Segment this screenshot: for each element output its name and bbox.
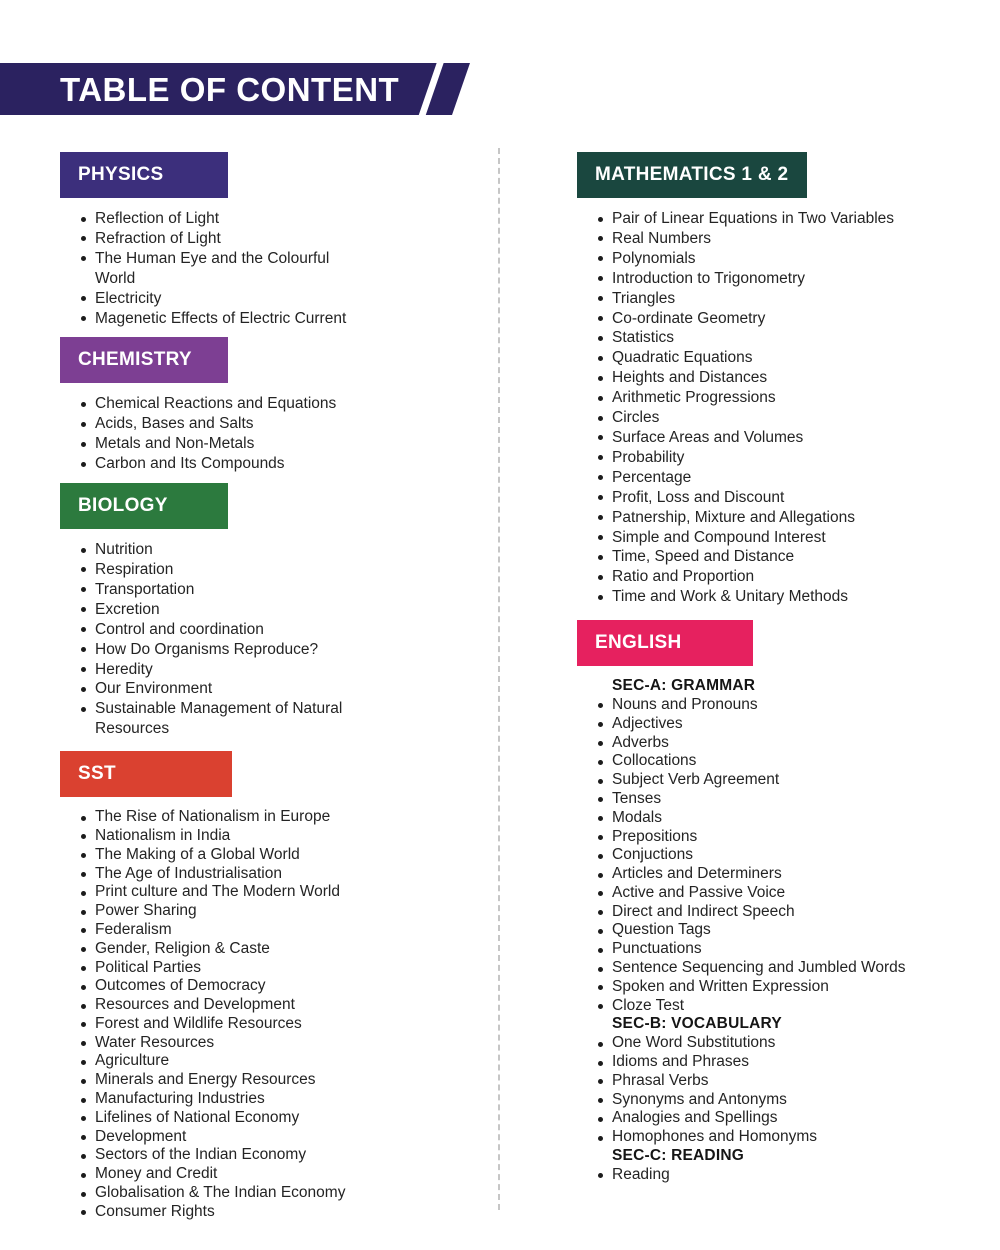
bullet-icon <box>598 535 603 540</box>
chapter-item <box>577 940 947 959</box>
chapter-item <box>577 468 947 488</box>
chemistry-chapter-list <box>60 394 370 474</box>
chapter-item <box>60 699 370 739</box>
bullet-icon <box>81 947 86 952</box>
bullet-icon <box>81 816 86 821</box>
chapter-label: Nationalism in India <box>95 826 231 844</box>
chapter-label: Collocations <box>612 752 697 770</box>
bullet-icon <box>81 1079 86 1084</box>
chapter-label: Adjectives <box>612 714 683 732</box>
bullet-icon <box>81 834 86 839</box>
chapter-label: Subject Verb Agreement <box>612 771 780 789</box>
chapter-label: Federalism <box>95 920 172 938</box>
bullet-icon <box>598 575 603 580</box>
chapter-item <box>577 903 947 922</box>
chapter-item <box>60 1109 370 1128</box>
chapter-label: Profit, Loss and Discount <box>612 488 785 506</box>
chapter-item <box>60 309 370 329</box>
chapter-label: Homophones and Homonyms <box>612 1128 818 1146</box>
chapter-label: Quadratic Equations <box>612 349 753 367</box>
bullet-icon <box>598 1061 603 1066</box>
chapter-item <box>60 229 370 249</box>
chapter-item <box>60 996 370 1015</box>
chapter-label: Sustainable Management of Natural Resources <box>95 700 343 738</box>
bullet-icon <box>81 928 86 933</box>
chapter-label: Punctuations <box>612 940 702 958</box>
bullet-icon <box>598 396 603 401</box>
chapter-label: Metals and Non-Metals <box>95 435 255 453</box>
chapter-label: Magenetic Effects of Electric Current <box>95 309 347 327</box>
chapter-label: Active and Passive Voice <box>612 883 786 901</box>
chapter-label: Political Parties <box>95 958 201 976</box>
bullet-icon <box>598 296 603 301</box>
bullet-icon <box>598 595 603 600</box>
section-badge-biology: BIOLOGY <box>60 483 228 529</box>
chapter-item <box>60 289 370 309</box>
bullet-icon <box>598 376 603 381</box>
chapter-item <box>577 567 947 587</box>
page-title: TABLE OF CONTENT <box>60 71 400 108</box>
chapter-item <box>60 1090 370 1109</box>
chapter-item <box>60 660 370 680</box>
chapter-item <box>577 734 947 753</box>
chapter-item <box>60 580 370 600</box>
chapter-item <box>577 1128 947 1147</box>
chapter-label: The Age of Industrialisation <box>95 864 282 882</box>
bullet-icon <box>81 296 86 301</box>
chapter-item <box>60 249 370 289</box>
bullet-icon <box>598 555 603 560</box>
chapter-item <box>577 508 947 528</box>
chapter-label: Forest and Wildlife Resources <box>95 1014 302 1032</box>
right-column <box>577 152 982 1194</box>
bullet-icon <box>81 217 86 222</box>
bullet-icon <box>598 356 603 361</box>
chapter-item <box>577 448 947 468</box>
chapter-item <box>577 771 947 790</box>
chapter-item <box>60 883 370 902</box>
chapter-item <box>577 1072 947 1091</box>
bullet-icon <box>81 316 86 321</box>
section-badge-mathematics: MATHEMATICS 1 & 2 <box>577 152 807 198</box>
chapter-item <box>60 1184 370 1203</box>
chapter-label: Idioms and Phrases <box>612 1053 749 1071</box>
chapter-label: Nutrition <box>95 541 153 559</box>
bullet-icon <box>81 422 86 427</box>
bullet-icon <box>81 567 86 572</box>
chapter-item <box>60 808 370 827</box>
bullet-icon <box>598 1079 603 1084</box>
chapter-label: Chemical Reactions and Equations <box>95 395 337 413</box>
chapter-label: Phrasal Verbs <box>612 1071 709 1089</box>
subsection-heading: SEC-C: READING <box>612 1147 744 1165</box>
chapter-label: Acids, Bases and Salts <box>95 415 254 433</box>
chapter-label: Our Environment <box>95 680 213 698</box>
bullet-icon <box>598 929 603 934</box>
chapter-item <box>577 790 947 809</box>
bullet-icon <box>81 1098 86 1103</box>
chapter-item <box>60 827 370 846</box>
chapter-label: Excretion <box>95 600 160 618</box>
chapter-label: Surface Areas and Volumes <box>612 428 804 446</box>
chapter-label: Consumer Rights <box>95 1202 215 1220</box>
chapter-label: Pair of Linear Equations in Two Variables <box>612 210 895 227</box>
chapter-label: Respiration <box>95 560 174 578</box>
chapter-item <box>577 921 947 940</box>
chapter-item <box>577 587 947 607</box>
bullet-icon <box>598 797 603 802</box>
bullet-icon <box>598 948 603 953</box>
english-chapter-list <box>577 677 947 1185</box>
chapter-label: Carbon and Its Compounds <box>95 455 285 473</box>
chapter-item <box>60 902 370 921</box>
chapter-label: Statistics <box>612 329 675 347</box>
chapter-label: Sentence Sequencing and Jumbled Words <box>612 959 906 977</box>
chapter-item <box>60 454 370 474</box>
chapter-item <box>577 1053 947 1072</box>
bullet-icon <box>81 442 86 447</box>
chapter-label: Control and coordination <box>95 620 264 638</box>
chapter-item <box>577 368 947 388</box>
chapter-label: Triangles <box>612 289 676 307</box>
bullet-icon <box>81 462 86 467</box>
bullet-icon <box>81 667 86 672</box>
chapter-label: Probability <box>612 448 685 466</box>
chapter-item <box>60 620 370 640</box>
bullet-icon <box>81 647 86 652</box>
chapter-item <box>60 560 370 580</box>
bullet-icon <box>81 402 86 407</box>
chapter-label: Globalisation & The Indian Economy <box>95 1184 346 1202</box>
chapter-item <box>60 209 370 229</box>
chapter-label: Heredity <box>95 660 153 678</box>
chapter-item <box>577 229 947 249</box>
chapter-label: Money and Credit <box>95 1165 218 1183</box>
chapter-item <box>577 1109 947 1128</box>
bullet-icon <box>81 1192 86 1197</box>
chapter-item <box>577 1091 947 1110</box>
bullet-icon <box>598 1004 603 1009</box>
chapter-item <box>60 921 370 940</box>
bullet-icon <box>598 760 603 765</box>
chapter-item <box>577 328 947 348</box>
physics-chapter-list <box>60 209 370 328</box>
bullet-icon <box>598 475 603 480</box>
chapter-label: Patnership, Mixture and Allegations <box>612 508 855 526</box>
chapter-label: Lifelines of National Economy <box>95 1108 300 1126</box>
chapter-item <box>577 428 947 448</box>
chapter-item <box>60 640 370 660</box>
chapter-item <box>60 434 370 454</box>
bullet-icon <box>598 985 603 990</box>
bullet-icon <box>598 910 603 915</box>
chapter-item <box>577 752 947 771</box>
section-mathematics <box>577 152 982 607</box>
section-badge-english: ENGLISH <box>577 620 753 666</box>
bullet-icon <box>598 1098 603 1103</box>
chapter-label: Articles and Determiners <box>612 865 782 883</box>
chapter-label: The Rise of Nationalism in Europe <box>95 808 331 826</box>
bullet-icon <box>598 816 603 821</box>
left-column <box>60 152 472 1231</box>
chapter-item <box>577 828 947 847</box>
chapter-item <box>577 865 947 884</box>
chapter-label: Arithmetic Progressions <box>612 389 776 407</box>
chapter-label: The Human Eye and the Colourful World <box>95 249 330 287</box>
chapter-label: Tenses <box>612 789 662 807</box>
chapter-label: The Making of a Global World <box>95 845 300 863</box>
chapter-label: Synonyms and Antonyms <box>612 1090 787 1108</box>
chapter-item <box>577 547 947 567</box>
bullet-icon <box>598 967 603 972</box>
chapter-item <box>577 289 947 309</box>
chapter-item <box>577 488 947 508</box>
bullet-icon <box>598 1117 603 1122</box>
chapter-item <box>577 1034 947 1053</box>
chapter-item <box>577 209 947 229</box>
chapter-item <box>60 1203 370 1222</box>
chapter-item <box>577 1166 947 1185</box>
chapter-item <box>60 959 370 978</box>
chapter-label: Agriculture <box>95 1052 170 1070</box>
bullet-icon <box>81 1041 86 1046</box>
chapter-label: Water Resources <box>95 1033 215 1051</box>
bullet-icon <box>81 607 86 612</box>
bullet-icon <box>598 891 603 896</box>
bullet-icon <box>81 587 86 592</box>
bullet-icon <box>598 416 603 421</box>
section-badge-sst: SST <box>60 751 232 797</box>
bullet-icon <box>81 891 86 896</box>
subsection-heading: SEC-B: VOCABULARY <box>612 1015 782 1033</box>
bullet-icon <box>598 722 603 727</box>
bullet-icon <box>598 217 603 222</box>
chapter-item <box>60 865 370 884</box>
chapter-item <box>60 540 370 560</box>
chapter-label: Refraction of Light <box>95 229 221 247</box>
chapter-label: How Do Organisms Reproduce? <box>95 640 319 658</box>
bullet-icon <box>598 873 603 878</box>
chapter-item <box>60 977 370 996</box>
bullet-icon <box>598 1042 603 1047</box>
chapter-item <box>60 414 370 434</box>
chapter-label: Sectors of the Indian Economy <box>95 1146 307 1164</box>
column-divider-dashed-line <box>498 148 500 1210</box>
bullet-icon <box>598 1136 603 1141</box>
chapter-label: Co-ordinate Geometry <box>612 309 766 327</box>
section-sst <box>60 751 472 1222</box>
chapter-item <box>577 959 947 978</box>
chapter-label: Analogies and Spellings <box>612 1109 778 1127</box>
bullet-icon <box>81 1004 86 1009</box>
chapter-item <box>577 348 947 368</box>
chapter-label: Gender, Religion & Caste <box>95 939 270 957</box>
chapter-label: Power Sharing <box>95 902 197 920</box>
chapter-item <box>60 1128 370 1147</box>
chapter-item <box>60 679 370 699</box>
chapter-label: Outcomes of Democracy <box>95 977 266 995</box>
chapter-label: Spoken and Written Expression <box>612 977 829 995</box>
section-badge-physics: PHYSICS <box>60 152 228 198</box>
chapter-item <box>577 528 947 548</box>
chapter-item <box>577 309 947 329</box>
chapter-item <box>577 408 947 428</box>
chapter-label: Circles <box>612 409 660 427</box>
chapter-item <box>577 809 947 828</box>
chapter-label: Percentage <box>612 468 692 486</box>
chapter-label: Polynomials <box>612 249 696 267</box>
chapter-label: Resources and Development <box>95 996 295 1014</box>
bullet-icon <box>81 1135 86 1140</box>
chapter-item <box>577 846 947 865</box>
chapter-label: Real Numbers <box>612 229 712 247</box>
chapter-label: Transportation <box>95 580 195 598</box>
chapter-item <box>60 1052 370 1071</box>
bullet-icon <box>81 985 86 990</box>
mathematics-chapter-list <box>577 209 947 607</box>
bullet-icon <box>81 548 86 553</box>
bullet-icon <box>81 910 86 915</box>
bullet-icon <box>598 854 603 859</box>
bullet-icon <box>81 966 86 971</box>
chapter-label: Simple and Compound Interest <box>612 528 826 546</box>
bullet-icon <box>598 515 603 520</box>
chapter-item <box>60 1034 370 1053</box>
chapter-item <box>577 388 947 408</box>
bullet-icon <box>81 1060 86 1065</box>
chapter-item <box>60 1146 370 1165</box>
bullet-icon <box>598 256 603 261</box>
chapter-label: Reading <box>612 1165 670 1183</box>
chapter-label: Direct and Indirect Speech <box>612 902 795 920</box>
chapter-label: Electricity <box>95 289 162 307</box>
biology-chapter-list <box>60 540 370 739</box>
chapter-item <box>577 978 947 997</box>
bullet-icon <box>81 1173 86 1178</box>
chapter-label: Time, Speed and Distance <box>612 548 795 566</box>
chapter-label: Ratio and Proportion <box>612 568 755 586</box>
chapter-label: Nouns and Pronouns <box>612 695 758 713</box>
bullet-icon <box>81 853 86 858</box>
chapter-label: Conjuctions <box>612 846 693 864</box>
chapter-item <box>577 715 947 734</box>
bullet-icon <box>598 741 603 746</box>
chapter-label: Manufacturing Industries <box>95 1090 265 1108</box>
bullet-icon <box>81 872 86 877</box>
chapter-label: Modals <box>612 808 662 826</box>
chapter-item <box>60 1165 370 1184</box>
chapter-item <box>60 846 370 865</box>
chapter-item <box>60 600 370 620</box>
chapter-item <box>577 884 947 903</box>
chapter-label: Time and Work & Unitary Methods <box>612 588 849 606</box>
bullet-icon <box>598 435 603 440</box>
section-chemistry <box>60 337 472 474</box>
bullet-icon <box>598 835 603 840</box>
bullet-icon <box>598 779 603 784</box>
chapter-item <box>60 940 370 959</box>
chapter-label: Adverbs <box>612 733 669 751</box>
chapter-label: Minerals and Energy Resources <box>95 1071 316 1089</box>
bullet-icon <box>81 1210 86 1215</box>
bullet-icon <box>81 1022 86 1027</box>
chapter-item <box>577 249 947 269</box>
chapter-item <box>577 696 947 715</box>
bullet-icon <box>598 336 603 341</box>
page-title-banner <box>0 63 470 115</box>
chapter-label: Heights and Distances <box>612 369 768 387</box>
bullet-icon <box>598 316 603 321</box>
bullet-icon <box>81 236 86 241</box>
chapter-label: Print culture and The Modern World <box>95 883 340 901</box>
section-badge-chemistry: CHEMISTRY <box>60 337 228 383</box>
subsection-heading: SEC-A: GRAMMAR <box>612 677 756 695</box>
bullet-icon <box>598 1173 603 1178</box>
section-biology <box>60 483 472 739</box>
sst-chapter-list <box>60 808 370 1222</box>
chapter-label: Reflection of Light <box>95 210 220 227</box>
chapter-item <box>60 1071 370 1090</box>
bullet-icon <box>81 687 86 692</box>
bullet-icon <box>598 276 603 281</box>
bullet-icon <box>81 256 86 261</box>
chapter-label: Question Tags <box>612 921 711 939</box>
chapter-item <box>577 269 947 289</box>
chapter-label: Cloze Test <box>612 996 685 1014</box>
bullet-icon <box>598 236 603 241</box>
bullet-icon <box>81 627 86 632</box>
section-physics <box>60 152 472 328</box>
bullet-icon <box>81 1154 86 1159</box>
bullet-icon <box>598 495 603 500</box>
bullet-icon <box>598 703 603 708</box>
chapter-item <box>577 997 947 1016</box>
chapter-label: Introduction to Trigonometry <box>612 269 805 287</box>
section-english <box>577 620 982 1185</box>
bullet-icon <box>81 1116 86 1121</box>
chapter-item <box>60 1015 370 1034</box>
chapter-label: Development <box>95 1127 187 1145</box>
chapter-label: One Word Substitutions <box>612 1034 776 1052</box>
chapter-item <box>60 394 370 414</box>
chapter-label: Prepositions <box>612 827 698 845</box>
bullet-icon <box>81 707 86 712</box>
bullet-icon <box>598 455 603 460</box>
